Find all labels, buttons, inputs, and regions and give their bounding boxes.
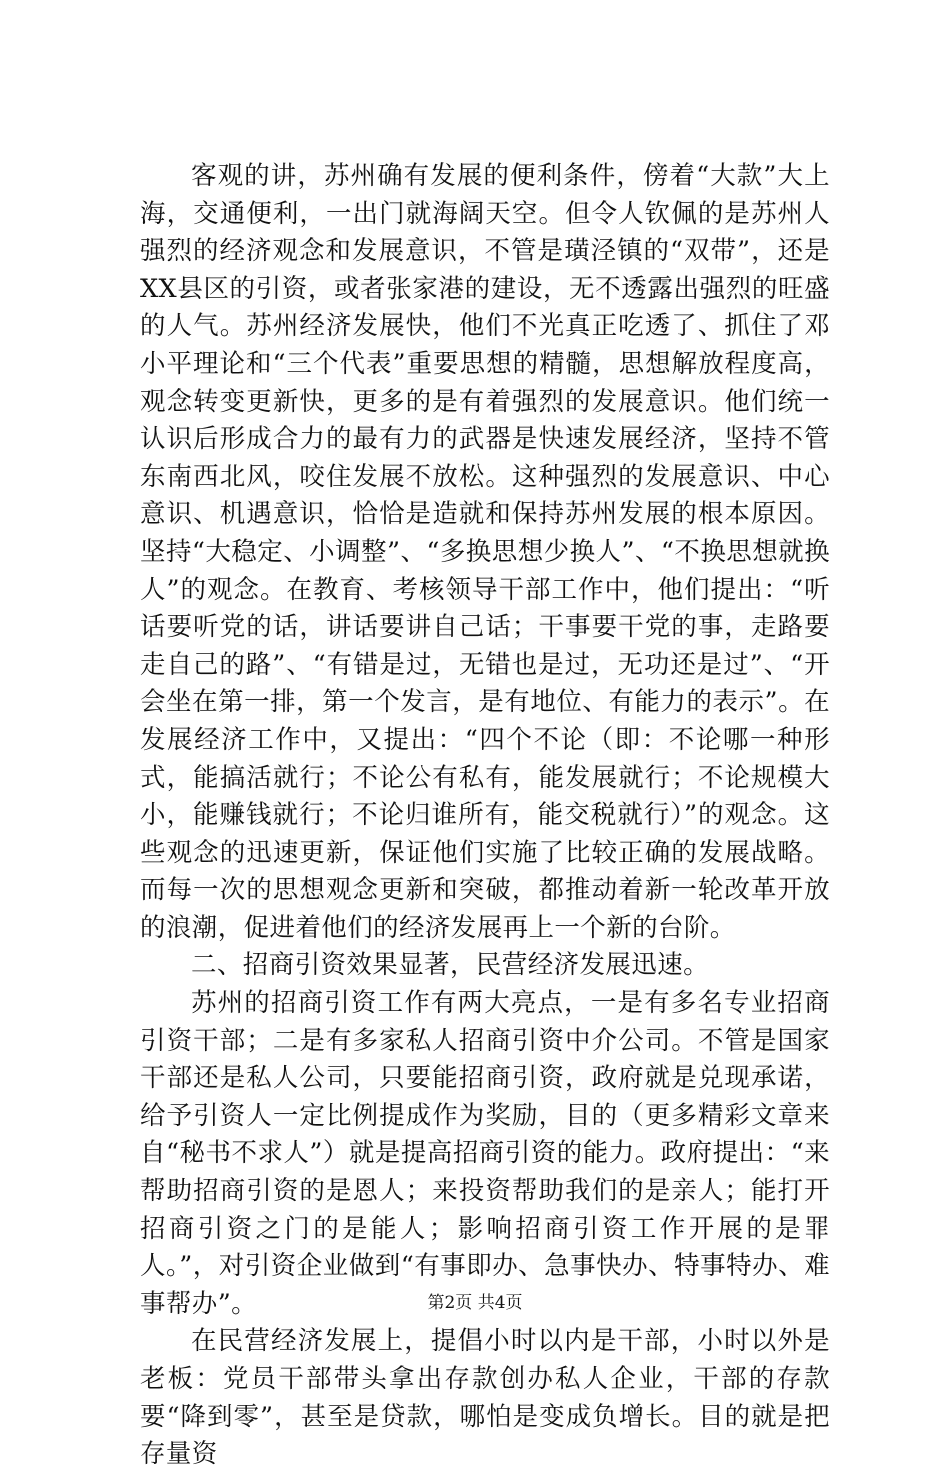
document-body [140,158,830,1474]
paragraph-suzhou-development-awareness: 客观的讲，苏州确有发展的便利条件，傍着“大款”大上海，交通便利，一出门就海阔天空。但令人钦佩的是苏州人强烈的经济观念和发展意识，不管是璜泾镇的“双带”，还是XX县区的引资，或者张家港的建设，无不透露出强烈的旺盛的人气。苏州经济发展快，他们不光真正吃透了、抓住了邓小平理论和“三个代表”重要思想的精髓，思想解放程度高，观念转变更新快，更多的是有着强烈的发展意识。他们统一认识后形成合力的最有力的武器是快速发展经济，坚持不管东南西北风，咬住发展不放松。这种强烈的发展意识、中心意识、机遇意识，恰恰是造就和保持苏州发展的根本原因。坚持“大稳定、小调整”、“多换思想少换人”、“不换思想就换人”的观念。在教育、考核领导干部工作中，他们提出：“听话要听党的话，讲话要讲自己话；干事要干党的事，走路要走自己的路”、“有错是过，无错也是过，无功还是过”、“开会坐在第一排，第一个发言，是有地位、有能力的表示”。在发展经济工作中，又提出：“四个不论（即：不论哪一种形式，能搞活就行；不论公有私有，能发展就行；不论规模大小，能赚钱就行；不论归谁所有，能交税就行）”的观念。这些观念的迅速更新，保证他们实施了比较正确的发展战略。而每一次的思想观念更新和突破，都推动着新一轮改革开放的浪潮，促进着他们的经济发展再上一个新的台阶。 [140,161,830,943]
paragraph-investment-highlights: 苏州的招商引资工作有两大亮点，一是有多名专业招商引资干部；二是有多家私人招商引资中介公司。不管是国家干部还是私人公司，只要能招商引资，政府就是兑现承诺，给予引资人一定比例提成作为奖励，目的（更多精彩文章来自“秘书不求人”）就是提高招商引资的能力。政府提出：“来帮助招商引资的是恩人；来投资帮助我们的是亲人；能打开招商引资之门的是能人；影响招商引资工作开展的是罪人。”，对引资企业做到“有事即办、急事快办、特事特办、难事帮办”。 [140,988,830,1319]
page-footer: 第2页 共4页 [427,1293,523,1313]
section-heading-investment: 二、招商引资效果显著，民营经济发展迅速。 [191,950,710,981]
paragraph-private-economy: 在民营经济发展上，提倡小时以内是干部，小时以外是老板：党员干部带头拿出存款创办私人企业，干部的存款要“降到零”，甚至是贷款，哪怕是变成负增长。目的就是把存量资 [140,1326,830,1470]
